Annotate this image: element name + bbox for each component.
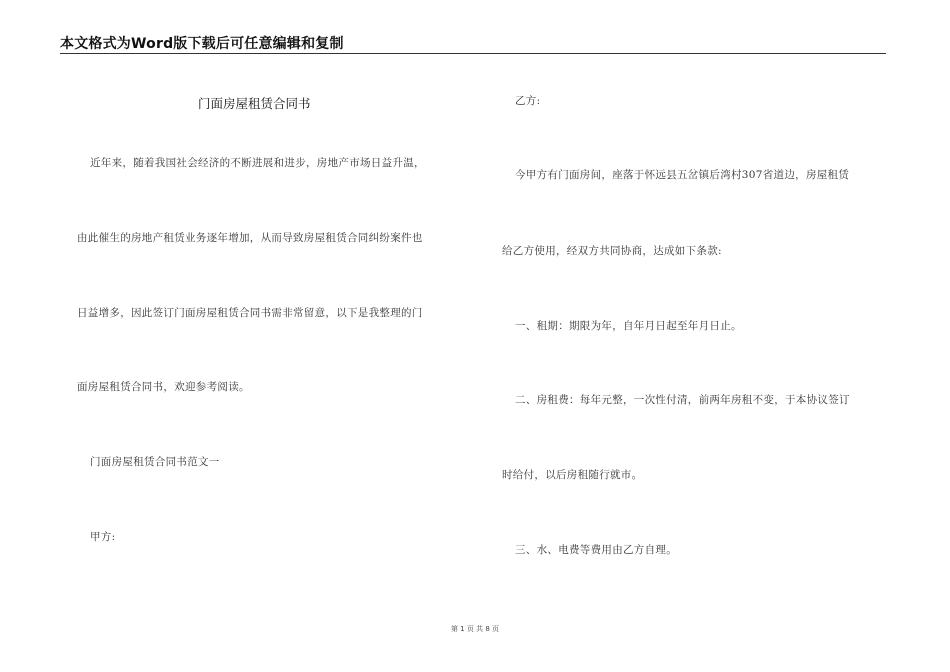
right-paragraph-line: 今甲方有门面房间，座落于怀远县五岔镇后湾村307省道边，房屋租赁 <box>515 169 850 181</box>
party-a-label: 甲方: <box>90 531 116 543</box>
header-divider <box>60 53 886 54</box>
clause-utilities: 三、水、电费等费用由乙方自理。 <box>515 544 677 556</box>
clause-rent-term: 一、租期：期限为年，自年月日起至年月日止。 <box>515 320 742 332</box>
left-paragraph-line: 由此催生的房地产租赁业务逐年增加，从而导致房屋租赁合同纠纷案件也 <box>77 232 423 244</box>
right-paragraph-line: 给乙方使用，经双方共同协商，达成如下条款: <box>502 245 722 257</box>
party-b-label: 乙方: <box>515 95 541 107</box>
clause-rent-fee: 二、房租费：每年元整，一次性付清，前两年房租不变，于本协议签订 <box>515 394 850 406</box>
page-number: 第 1 页 共 8 页 <box>450 625 500 633</box>
page-header: 本文格式为Word版下载后可任意编辑和复制 <box>60 36 344 52</box>
document-title: 门面房屋租赁合同书 <box>198 96 311 111</box>
left-paragraph-line: 面房屋租赁合同书，欢迎参考阅读。 <box>77 381 250 393</box>
sample-heading: 门面房屋租赁合同书范文一 <box>90 456 220 468</box>
left-paragraph-line: 近年来，随着我国社会经济的不断进展和进步，房地产市场日益升温， <box>90 157 425 169</box>
clause-rent-fee-cont: 时给付，以后房租随行就市。 <box>502 469 643 481</box>
left-paragraph-line: 日益增多，因此签订门面房屋租赁合同书需非常留意，以下是我整理的门 <box>77 307 423 319</box>
